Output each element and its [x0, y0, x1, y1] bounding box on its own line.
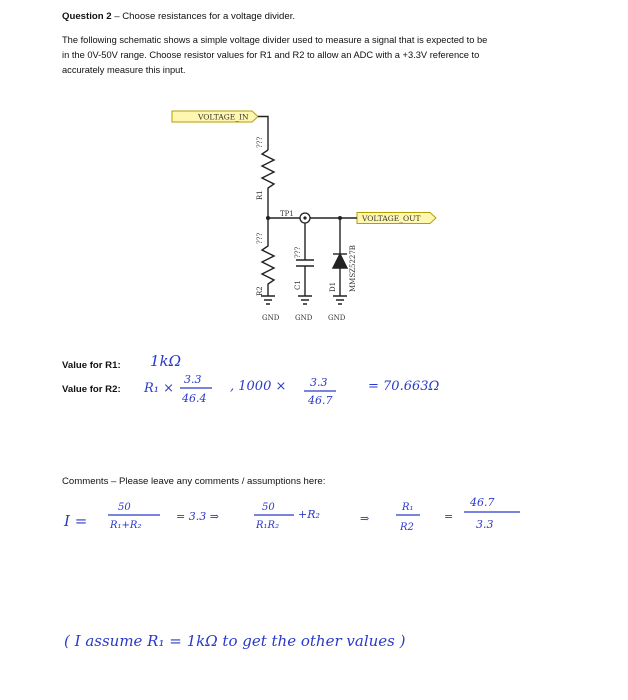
- frac-d-den: 3.3: [476, 518, 494, 531]
- gnd-label: GND: [328, 314, 346, 322]
- r2-frac1-num: 3.3: [184, 373, 202, 386]
- eq-mid: = 3.3 ⇒: [176, 510, 219, 523]
- frac-c-den: R2: [400, 522, 414, 533]
- eq2: =: [444, 510, 454, 523]
- gnd-label: GND: [295, 314, 313, 322]
- r2-mid: , 1000 ×: [230, 379, 287, 394]
- r2-result: = 70.663Ω: [368, 379, 440, 394]
- frac-a-num: 50: [118, 502, 131, 513]
- frac-b-den: R₁R₂: [256, 520, 280, 531]
- r2-frac2-den: 46.7: [308, 394, 333, 407]
- r1-resistor: [262, 150, 274, 218]
- frac-a-den: R₁+R₂: [110, 520, 142, 531]
- r2-frac1-den: 46.4: [182, 392, 207, 405]
- tp-label: TP1: [280, 210, 294, 218]
- frac-c-num: R₁: [402, 502, 414, 513]
- eq-i: I =: [64, 512, 88, 530]
- frac-d-num: 46.7: [470, 496, 495, 509]
- voltage-out-label: VOLTAGE_OUT: [362, 214, 421, 223]
- question-line: accurately measure this input.: [62, 65, 186, 75]
- question-line: in the 0V-50V range. Choose resistor values for R1 and R2 to allow an ADC with a +3.3V reference to: [62, 50, 480, 60]
- r1-answer-value: 1kΩ: [150, 352, 182, 370]
- implies: ⇒: [360, 512, 370, 525]
- comments-label: Comments – Please leave any comments / assumptions here:: [62, 476, 326, 487]
- question-heading: – Choose resistances for a voltage divider.: [111, 11, 296, 22]
- frac-b-num: 50: [262, 502, 275, 513]
- r2-resistor: [262, 218, 274, 296]
- r2-frac2-num: 3.3: [310, 376, 328, 389]
- r1-value: ???: [256, 136, 264, 148]
- r2-value: ???: [256, 232, 264, 244]
- handwritten-comments: [0, 488, 628, 700]
- r2-prefix: R₁ ×: [144, 381, 175, 396]
- r2-label: R2: [256, 286, 264, 296]
- gnd-label: GND: [262, 314, 280, 322]
- voltage-in-label: VOLTAGE_IN: [198, 112, 249, 122]
- assumption-note: ( I assume R₁ = 1kΩ to get the other values ): [64, 632, 406, 650]
- c1-label: C1: [294, 280, 302, 290]
- diode-label: D1: [329, 281, 337, 292]
- r1-answer-label: Value for R1:: [62, 360, 121, 371]
- voltage-divider-schematic: [0, 0, 628, 340]
- handwritten-answers: [0, 340, 628, 420]
- question-number: Question 2: [62, 11, 112, 22]
- question-line: The following schematic shows a simple voltage divider used to measure a signal that is expected to be: [62, 35, 488, 45]
- r1-label: R1: [256, 190, 264, 200]
- c1-value: ???: [294, 246, 302, 258]
- r2-answer-label: Value for R2:: [62, 384, 121, 395]
- plus-r2: +R₂: [298, 508, 320, 521]
- diode-part: MMSZ5227B: [349, 245, 357, 292]
